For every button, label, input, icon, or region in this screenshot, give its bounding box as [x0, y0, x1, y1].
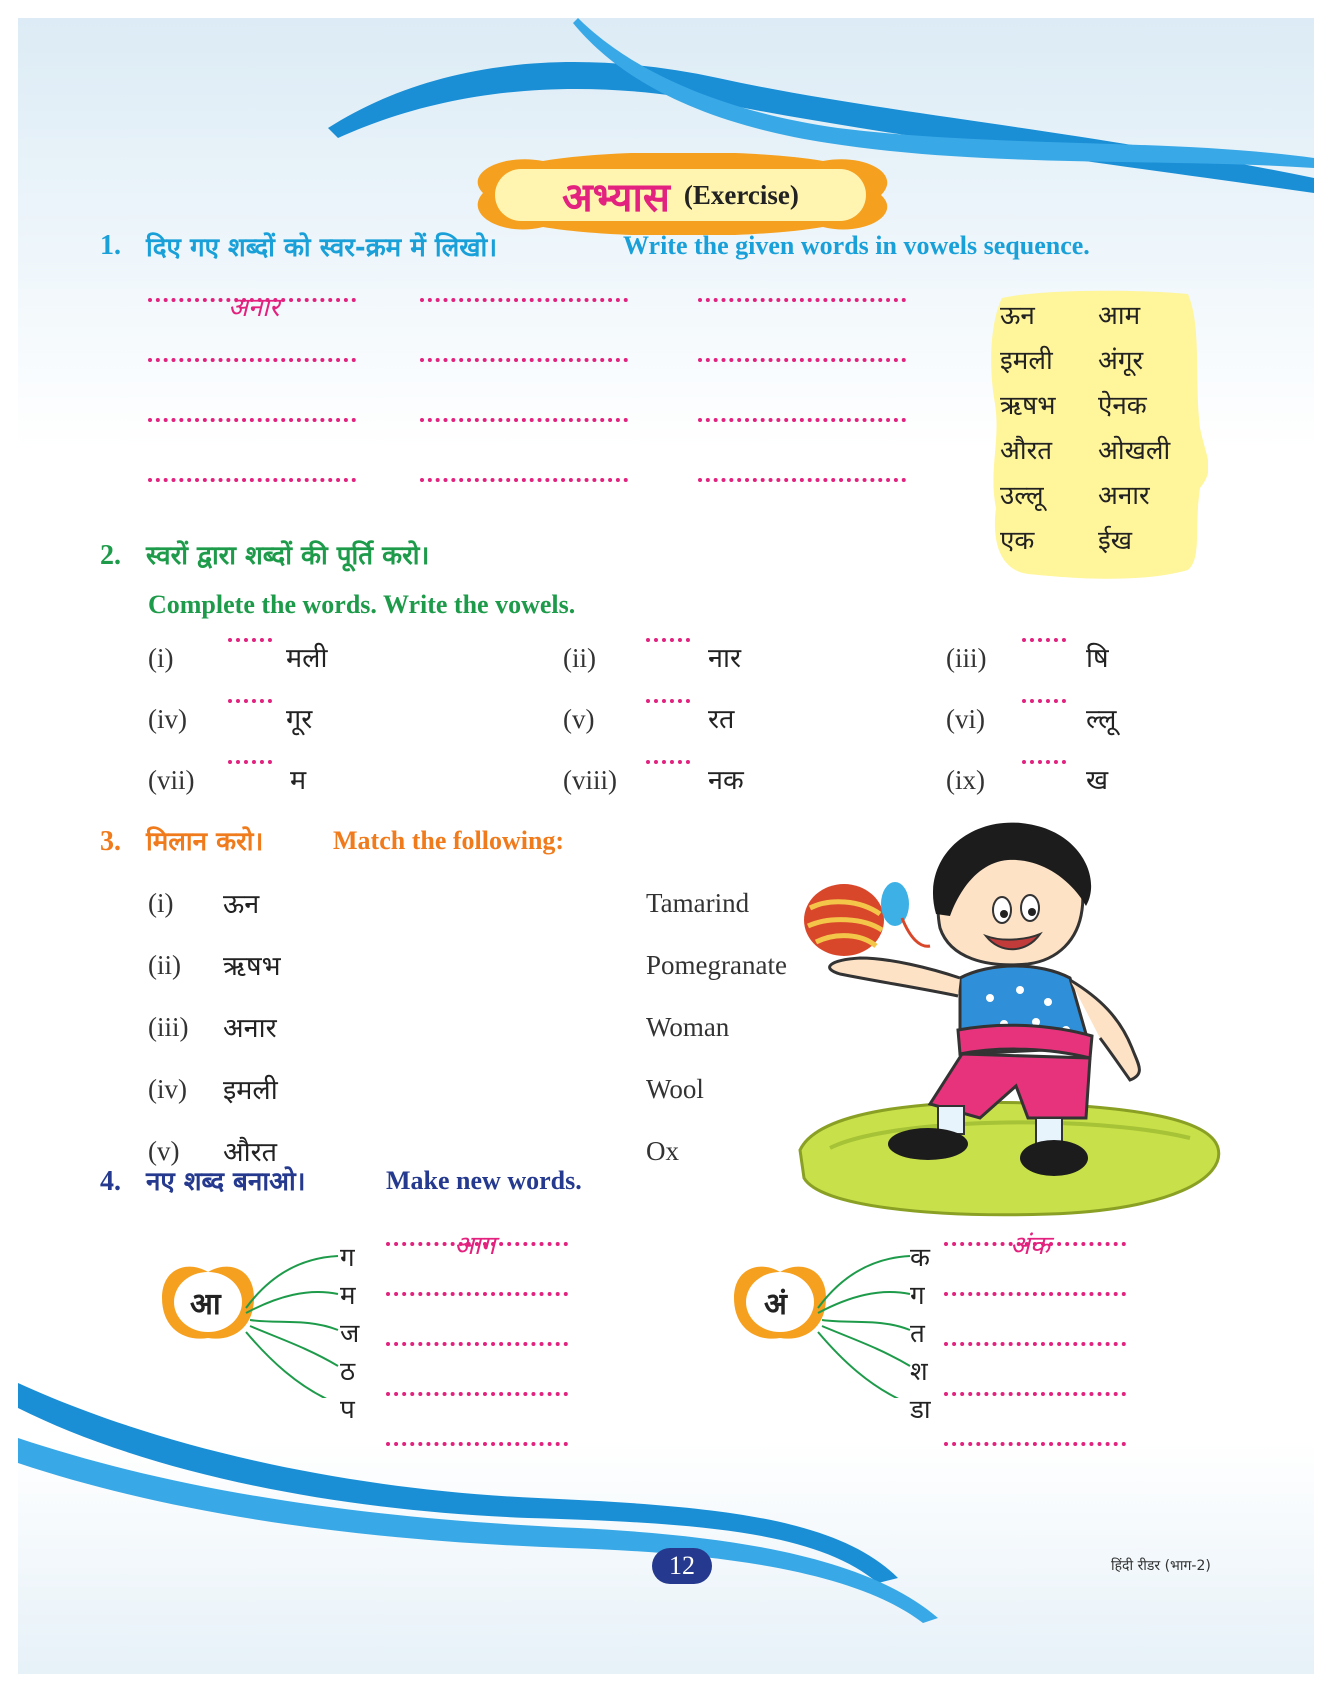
q2-number: 2.: [100, 540, 121, 571]
answer-line[interactable]: [386, 1342, 568, 1346]
q2-blank[interactable]: [1022, 638, 1066, 642]
q2-item-label: (ix): [946, 765, 985, 795]
worksheet-page: [18, 18, 1314, 1674]
q1-english: Write the given words in vowels sequence.: [623, 231, 1090, 260]
q4-right-branch: श: [910, 1357, 928, 1387]
q3-left-word[interactable]: ऋषभ: [223, 951, 281, 982]
answer-line[interactable]: [148, 358, 356, 362]
wool-ball-icon: [804, 882, 930, 956]
q4-right-branch: त: [910, 1319, 925, 1349]
answer-line[interactable]: [420, 478, 628, 482]
q3-right-word[interactable]: Ox: [646, 1136, 679, 1166]
exercise-title: [463, 153, 898, 235]
q2-english: Complete the words. Write the vowels.: [148, 590, 576, 619]
q2-item-word: नक: [708, 765, 744, 796]
q2-item-label: (i): [148, 643, 174, 673]
q2-blank[interactable]: [1022, 760, 1066, 764]
q1-number: 1.: [100, 230, 121, 261]
q4-right-root: अं: [764, 1287, 787, 1322]
q2-blank[interactable]: [228, 638, 272, 642]
answer-line[interactable]: [698, 418, 906, 422]
q2-blank[interactable]: [1022, 699, 1066, 703]
q4-hindi: नए शब्द बनाओ।: [146, 1167, 306, 1197]
q3-number: 3.: [100, 826, 121, 857]
word-box-item: अनार: [1098, 481, 1150, 511]
q4-left-branch: ज: [340, 1319, 360, 1349]
word-box-item: ऊन: [1000, 301, 1035, 331]
q3-left-word[interactable]: ऊन: [223, 889, 260, 920]
q2-item-word: रत: [708, 704, 735, 735]
q1-example-answer: अनार: [228, 293, 280, 323]
q3-left-label: (ii): [148, 950, 181, 980]
answer-line[interactable]: [698, 358, 906, 362]
q2-blank[interactable]: [228, 760, 272, 764]
book-title: हिंदी रीडर (भाग-2): [1111, 1558, 1211, 1574]
q1-word-box: [988, 288, 1208, 584]
q2-item-label: (ii): [563, 643, 596, 673]
q2-item-label: (viii): [563, 765, 617, 795]
word-box-item: ईख: [1098, 526, 1133, 556]
answer-line[interactable]: [386, 1442, 568, 1446]
word-box-item: ऋषभ: [1000, 391, 1056, 421]
word-box-item: ऐनक: [1098, 391, 1147, 421]
q2-item-word: मली: [286, 643, 328, 674]
q3-left-label: (i): [148, 888, 174, 918]
q4-right-branch: क: [910, 1243, 930, 1273]
q1-hindi: दिए गए शब्दों को स्वर-क्रम में लिखो।: [146, 233, 498, 263]
title-english: (Exercise): [683, 179, 799, 210]
answer-line[interactable]: [420, 298, 628, 302]
branch-arrows: [238, 1248, 348, 1398]
word-box-item: उल्लू: [1000, 481, 1044, 511]
page-number: 12: [652, 1548, 712, 1584]
q3-left-label: (iii): [148, 1012, 189, 1042]
q2-item-word: ख: [1086, 765, 1109, 796]
answer-line[interactable]: [148, 418, 356, 422]
q2-item-word: ल्लू: [1086, 704, 1117, 735]
q3-right-word[interactable]: Pomegranate: [646, 950, 787, 980]
q4-left-branch: म: [340, 1281, 356, 1311]
q4-right-branch: ग: [910, 1281, 925, 1311]
q3-right-word[interactable]: Tamarind: [646, 888, 750, 918]
q4-right-example: अंक: [1010, 1231, 1050, 1261]
q2-item-word: षि: [1086, 643, 1109, 674]
word-box-item: औरत: [1000, 436, 1053, 466]
word-box-item: ओखली: [1098, 436, 1171, 466]
q3-right-word[interactable]: Woman: [646, 1012, 730, 1042]
q3-english: Match the following:: [333, 826, 565, 855]
q2-blank[interactable]: [646, 760, 690, 764]
q4-left-branch: ग: [340, 1243, 355, 1273]
q2-blank[interactable]: [228, 699, 272, 703]
q4-number: 4.: [100, 1166, 121, 1197]
q3-left-label: (iv): [148, 1074, 187, 1104]
answer-line[interactable]: [698, 478, 906, 482]
title-pill: [495, 169, 866, 221]
q4-left-branch: प: [340, 1395, 355, 1425]
q2-item-word: गूर: [286, 704, 313, 735]
answer-line[interactable]: [386, 1292, 568, 1296]
q2-item-label: (vii): [148, 765, 195, 795]
q2-blank[interactable]: [646, 699, 690, 703]
answer-line[interactable]: [944, 1442, 1126, 1446]
answer-line[interactable]: [386, 1392, 568, 1396]
q4-right-branch: डा: [910, 1395, 931, 1425]
q3-left-label: (v): [148, 1136, 180, 1166]
word-box-item: आम: [1098, 301, 1141, 331]
q2-item-label: (iii): [946, 643, 987, 673]
q4-left-example: आग: [454, 1231, 496, 1261]
answer-line[interactable]: [420, 418, 628, 422]
q3-right-word[interactable]: Wool: [646, 1074, 704, 1104]
q2-item-word: म: [290, 765, 307, 796]
answer-line[interactable]: [148, 478, 356, 482]
word-box-item: एक: [1000, 526, 1035, 556]
q4-left-root: आ: [190, 1287, 221, 1322]
q2-item-label: (vi): [946, 704, 985, 734]
q2-blank[interactable]: [646, 638, 690, 642]
q2-hindi: स्वरों द्वारा शब्दों की पूर्ति करो।: [146, 541, 430, 571]
branch-arrows: [810, 1248, 920, 1398]
q4-left-branch: ठ: [340, 1357, 356, 1387]
answer-line[interactable]: [944, 1292, 1126, 1296]
word-box-item: इमली: [1000, 346, 1053, 376]
q3-left-word[interactable]: इमली: [223, 1075, 278, 1106]
boy-with-wool-illustration: [790, 818, 1230, 1218]
q2-item-label: (iv): [148, 704, 187, 734]
q3-left-word[interactable]: अनार: [223, 1013, 277, 1044]
q4-english: Make new words.: [386, 1166, 582, 1195]
q3-hindi: मिलान करो।: [146, 827, 264, 857]
answer-line[interactable]: [944, 1392, 1126, 1396]
q2-item-label: (v): [563, 704, 595, 734]
answer-line[interactable]: [698, 298, 906, 302]
q2-item-word: नार: [708, 643, 742, 674]
answer-line[interactable]: [944, 1342, 1126, 1346]
q3-left-word[interactable]: औरत: [223, 1137, 278, 1168]
title-hindi: अभ्यास: [562, 174, 670, 221]
word-box-item: अंगूर: [1098, 346, 1144, 376]
answer-line[interactable]: [420, 358, 628, 362]
